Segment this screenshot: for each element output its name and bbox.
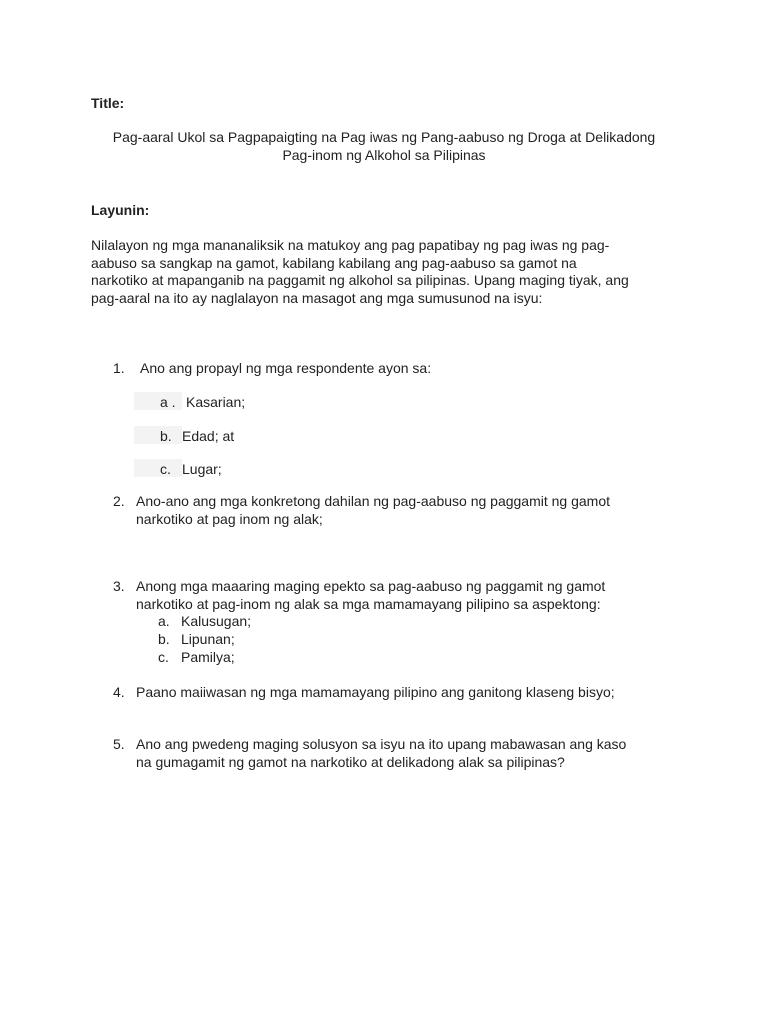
question-line: narkotiko at pag-inom ng alak sa mga mamamayang pilipino sa aspektong: [136,595,601,612]
question-line: Ano ang propayl ng mga respondente ayon sa: [140,360,432,376]
paragraph-line: aabuso sa sangkap na gamot, kabilang kabilang ang pag-aabuso sa gamot na [91,254,577,271]
list-number: 1. [113,360,125,376]
list-number: 2. [113,493,125,509]
list-number: 5. [113,736,125,752]
paragraph-line: narkotiko at mapanganib na paggamit ng alkohol sa pilipinas. Upang maging tiyak, ang [91,272,629,288]
question-line: Ano ang pwedeng maging solusyon sa isyu na ito upang mabawasan ang kaso [136,736,627,752]
question-line: na gumagamit ng gamot na narkotiko at delikadong alak sa pilipinas? [136,753,565,770]
question-line: narkotiko at pag inom ng alak; [136,510,323,527]
sub-item-text: Pamilya; [181,649,235,665]
title-line: Pag-inom ng Alkohol sa Pilipinas [282,147,486,163]
sub-item-letter: a. [158,613,170,629]
sub-item-letter: a . [160,394,176,410]
sub-item-highlight [134,426,182,444]
sub-item-text: Kasarian; [186,394,246,410]
sub-item-highlight [134,459,182,477]
paragraph-line: Nilalayon ng mga mananaliksik na matukoy ang pag papatibay ng pag iwas ng pag- [91,237,610,253]
layunin-heading: Layunin: [91,202,150,218]
question-line: Paano maiiwasan ng mga mamamayang pilipino ang ganitong klaseng bisyo; [136,684,615,700]
sub-item-letter: b. [160,428,172,444]
question-line: Ano-ano ang mga konkretong dahilan ng pag-aabuso ng paggamit ng gamot [136,493,611,509]
sub-item-text: Lugar; [182,461,222,477]
question-text [136,493,610,528]
sub-item-letter: c. [160,461,171,477]
title-heading: Title: [91,95,125,111]
title-line: Pag-aaral Ukol sa Pagpapaigting na Pag iwas ng Pang-aabuso ng Droga at Delikadong [112,129,656,145]
question-text [136,684,615,702]
document-title [60,129,708,165]
sub-item-letter: b. [158,631,170,647]
list-number: 3. [113,578,125,594]
objective-paragraph [91,237,691,307]
question-text [136,578,605,613]
sub-item-text: Edad; at [182,428,235,444]
question-text [136,736,626,771]
sub-item-text: Kalusugan; [181,613,252,629]
question-text [140,360,431,378]
sub-item-letter: c. [158,649,169,665]
question-line: Anong mga maaaring maging epekto sa pag-aabuso ng paggamit ng gamot [136,578,606,594]
sub-item-text: Lipunan; [181,631,235,647]
list-number: 4. [113,684,125,700]
paragraph-line: pag-aaral na ito ay naglalayon na masagot ang mga sumusunod na isyu: [91,289,543,306]
